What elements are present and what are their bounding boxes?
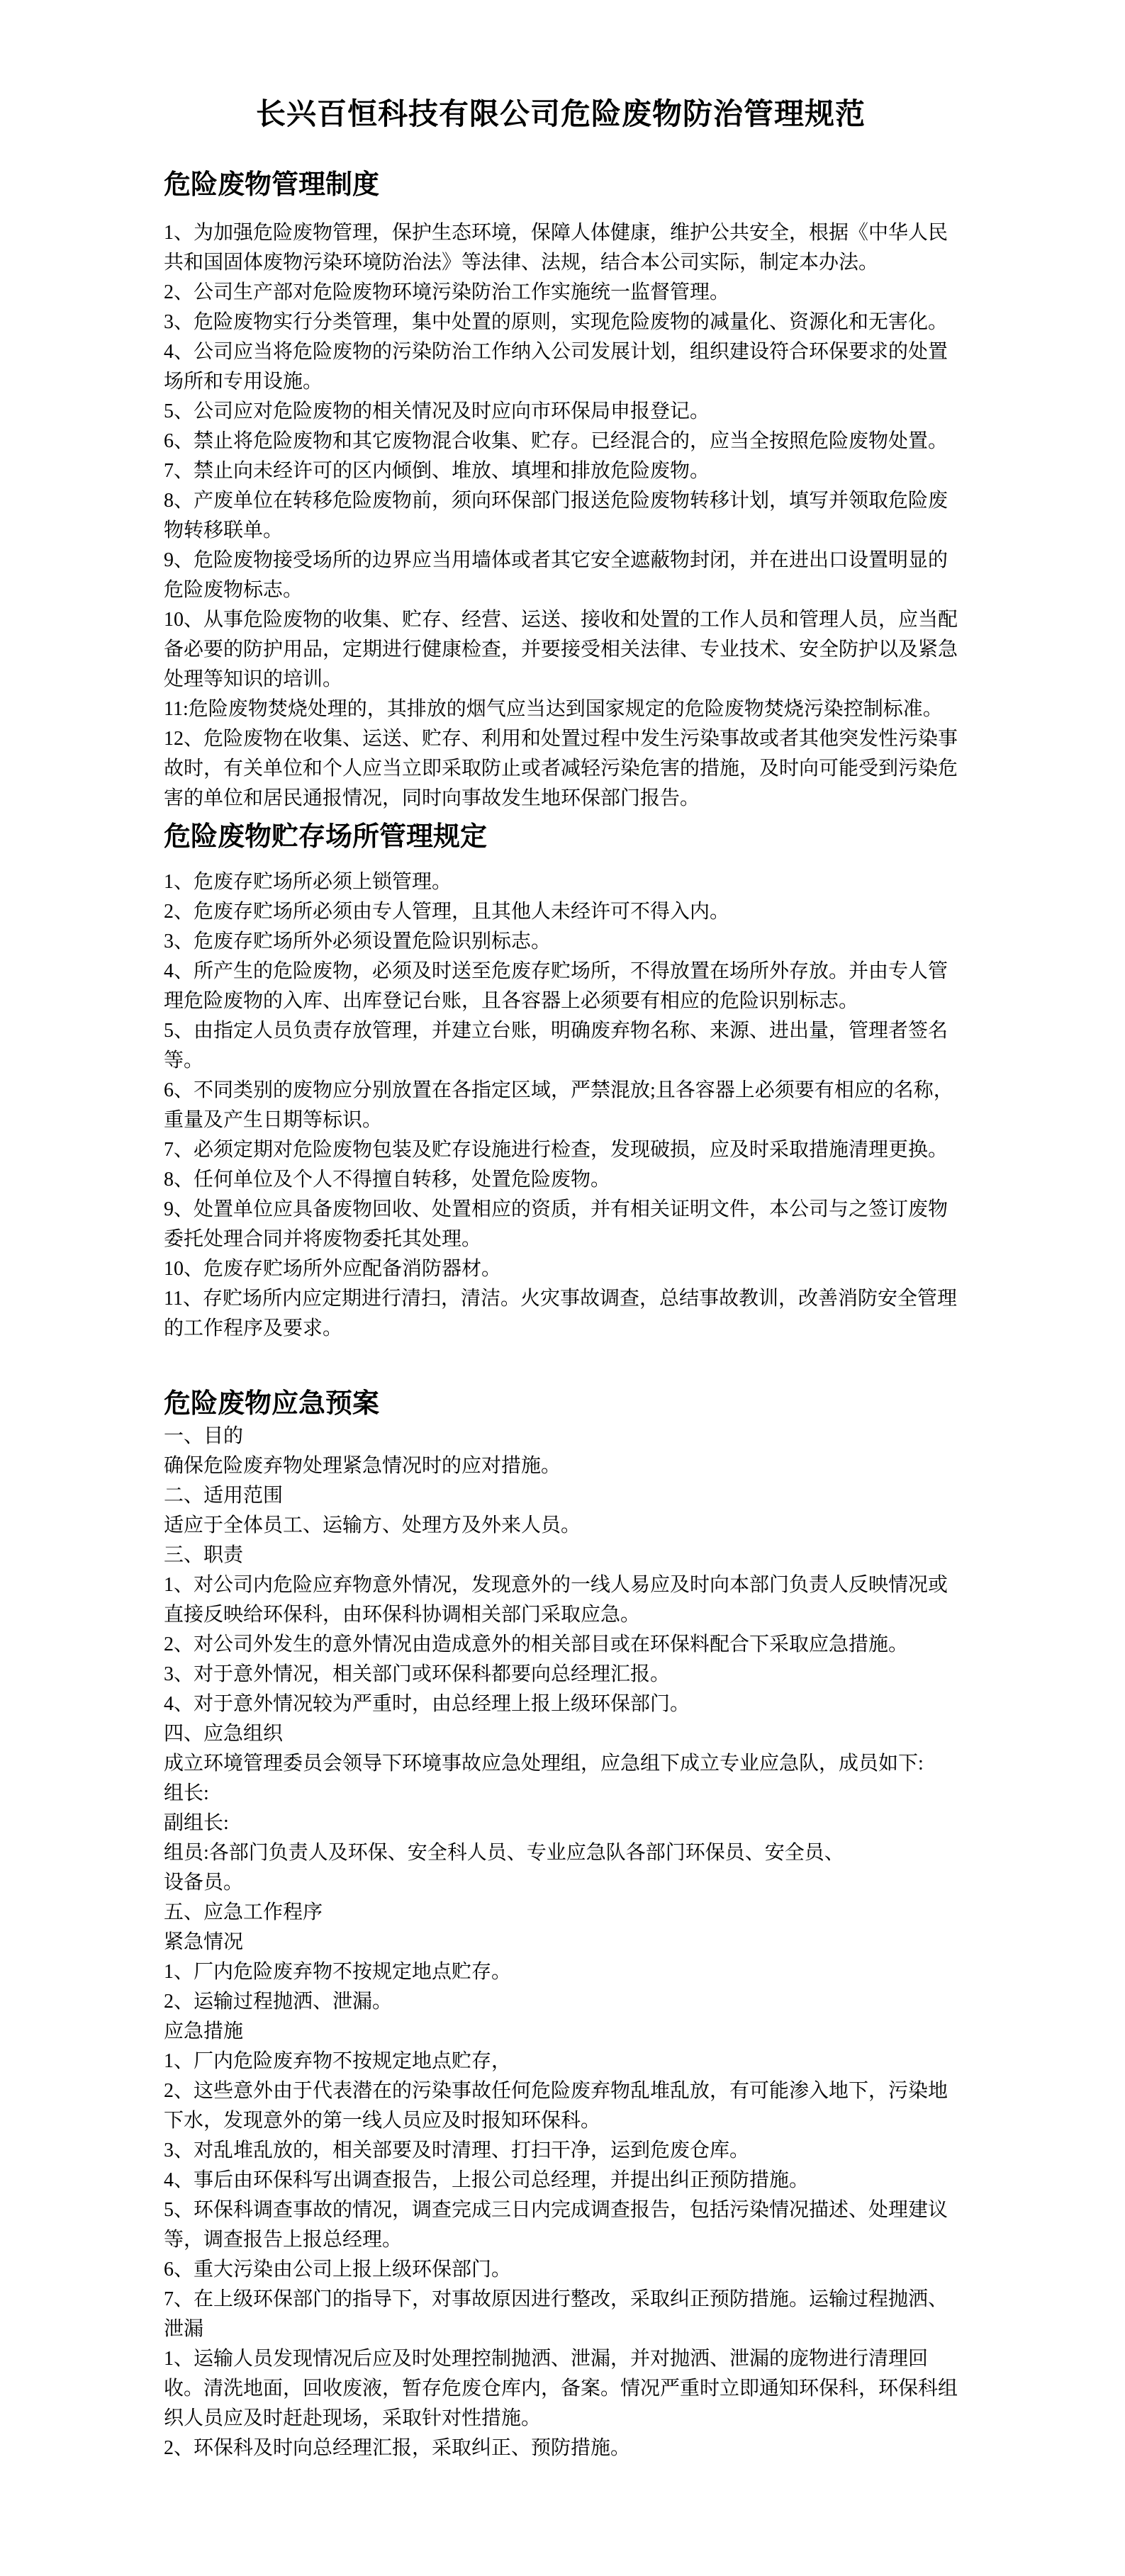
paragraph: 二、适用范围 [164, 1485, 284, 1507]
paragraph: 1、厂内危险废弃物不按规定地点贮存， [164, 2050, 512, 2072]
section-management-system [164, 167, 958, 814]
document-title: 长兴百恒科技有限公司危险废物防治管理规范 [255, 99, 866, 131]
paragraph: 11:危险废物焚烧处理的，其排放的烟气应当达到国家规定的危险废物焚烧污染控制标准。 [164, 698, 943, 720]
paragraph: 6、禁止将危险废物和其它废物混合收集、贮存。已经混合的，应当全按照危险废物处置。 [164, 430, 948, 452]
paragraph: 7、在上级环保部门的指导下，对事故原因进行整改，采取纠正预防措施。运输过程抛洒、泄漏 [164, 2288, 948, 2340]
paragraph: 四、应急组织 [164, 1723, 284, 1745]
paragraph: 2、公司生产部对危险废物环境污染防治工作实施统一监督管理。 [164, 281, 730, 303]
paragraph: 8、任何单位及个人不得擅自转移，处置危险废物。 [164, 1169, 611, 1191]
paragraph: 适应于全体员工、运输方、处理方及外来人员。 [164, 1514, 581, 1536]
paragraph: 1、为加强危险废物管理，保护生态环境，保障人体健康，维护公共安全，根据《中华人民共和国固体废物污染环境防治法》等法律、法规，结合本公司实际，制定本办法。 [164, 222, 948, 274]
paragraph: 3、对于意外情况，相关部门或环保科都要向总经理汇报。 [164, 1663, 671, 1685]
section-storage-rules [164, 819, 958, 1344]
paragraph: 一、目的 [164, 1425, 244, 1447]
paragraph: 12、危险废物在收集、运送、贮存、利用和处置过程中发生污染事故或者其他突发性污染事故时，有关单位和个人应当立即采取防止或者减轻污染危害的措施，及时向可能受到污染危害的单位和居民通报情况，同时向事故发生地环保部门报告。 [164, 728, 958, 809]
paragraph: 5、环保科调查事故的情况，调查完成三日内完成调查报告，包括污染情况描述、处理建议等，调查报告上报总经理。 [164, 2199, 948, 2251]
paragraph: 成立环境管理委员会领导下环境事故应急处理组，应急组下成立专业应急队，成员如下: [164, 1753, 924, 1774]
paragraph: 3、危险废物实行分类管理，集中处置的原则，实现危险废物的减量化、资源化和无害化。 [164, 311, 948, 333]
paragraph: 设备员。 [164, 1872, 244, 1894]
paragraph: 7、必须定期对危险废物包装及贮存设施进行检查，发现破损，应及时采取措施清理更换。 [164, 1139, 948, 1161]
section-heading-management-system: 危险废物管理制度 [164, 170, 380, 200]
paragraph: 五、应急工作程序 [164, 1901, 323, 1923]
paragraph: 6、不同类别的废物应分别放置在各指定区域，严禁混放;且各容器上必须要有相应的名称，重量及产生日期等标识。 [164, 1079, 953, 1131]
paragraph: 4、事后由环保科写出调查报告，上报公司总经理，并提出纠正预防措施。 [164, 2169, 810, 2191]
section-emergency-plan [164, 1386, 958, 2463]
paragraph: 10、从事危险废物的收集、贮存、经营、运送、接收和处置的工作人员和管理人员，应当配备必要的防护用品，定期进行健康检查，并要接受相关法律、专业技术、安全防护以及紧急处理等知识的培训。 [164, 609, 958, 690]
paragraph: 2、这些意外由于代表潜在的污染事故任何危险废弃物乱堆乱放，有可能渗入地下，污染地下水，发现意外的第一线人员应及时报知环保科。 [164, 2080, 948, 2132]
paragraph: 3、对乱堆乱放的，相关部要及时清理、打扫干净，运到危废仓库。 [164, 2139, 750, 2161]
paragraph: 紧急情况 [164, 1931, 244, 1953]
paragraph: 8、产废单位在转移危险废物前，须向环保部门报送危险废物转移计划，填写并领取危险废物转移联单。 [164, 490, 948, 541]
paragraph: 1、运输人员发现情况后应及时处理控制抛洒、泄漏，并对抛洒、泄漏的庞物进行清理回收。清洗地面，回收废液，暂存危废仓库内，备案。情况严重时立即通知环保科，环保科组织人员应及时赶赴现场，采取针对性措施。 [164, 2348, 958, 2429]
paragraph: 2、环保科及时向总经理汇报，采取纠正、预防措施。 [164, 2437, 631, 2459]
paragraph-list-storage-rules [164, 867, 958, 1344]
section-heading-emergency-plan: 危险废物应急预案 [164, 1389, 380, 1419]
paragraph: 9、处置单位应具备废物回收、处置相应的资质，并有相关证明文件，本公司与之签订废物委托处理合同并将废物委托其处理。 [164, 1198, 948, 1250]
paragraph-list-management-system [164, 218, 958, 814]
paragraph: 2、危废存贮场所必须由专人管理，且其他人未经许可不得入内。 [164, 901, 730, 923]
paragraph: 5、公司应对危险废物的相关情况及时应向市环保局申报登记。 [164, 400, 710, 422]
paragraph: 7、禁止向未经许可的区内倾倒、堆放、填埋和排放危险废物。 [164, 460, 710, 482]
paragraph: 三、职责 [164, 1544, 244, 1566]
paragraph-list-emergency-plan [164, 1422, 958, 2463]
paragraph: 1、危废存贮场所必须上锁管理。 [164, 871, 452, 893]
paragraph: 10、危废存贮场所外应配备消防器材。 [164, 1258, 502, 1280]
document-content [164, 96, 958, 2463]
paragraph: 2、对公司外发生的意外情况由造成意外的相关部目或在环保料配合下采取应急措施。 [164, 1633, 909, 1655]
paragraph: 组长: [164, 1782, 209, 1804]
paragraph: 确保危险废弃物处理紧急情况时的应对措施。 [164, 1455, 561, 1477]
paragraph: 9、危险废物接受场所的边界应当用墙体或者其它安全遮蔽物封闭，并在进出口设置明显的危险废物标志。 [164, 549, 948, 601]
paragraph: 1、对公司内危险应弃物意外情况，发现意外的一线人易应及时向本部门负责人反映情况或直接反映给环保科，由环保科协调相关部门采取应急。 [164, 1574, 948, 1626]
paragraph: 11、存贮场所内应定期进行清扫，清洁。火灾事故调查，总结事故教训，改善消防安全管理的工作程序及要求。 [164, 1288, 957, 1339]
paragraph: 副组长: [164, 1812, 229, 1834]
paragraph: 应急措施 [164, 2020, 244, 2042]
section-heading-storage-rules: 危险废物贮存场所管理规定 [164, 822, 488, 852]
paragraph: 6、重大污染由公司上报上级环保部门。 [164, 2259, 512, 2280]
paragraph: 4、公司应当将危险废物的污染防治工作纳入公司发展计划，组织建设符合环保要求的处置场所和专用设施。 [164, 341, 948, 393]
paragraph: 5、由指定人员负责存放管理，并建立台账，明确废弃物名称、来源、进出量，管理者签名等。 [164, 1020, 948, 1072]
paragraph: 4、对于意外情况较为严重时，由总经理上报上级环保部门。 [164, 1693, 690, 1715]
paragraph: 4、所产生的危险废物，必须及时送至危废存贮场所，不得放置在场所外存放。并由专人管理危险废物的入库、出库登记台账，且各容器上必须要有相应的危险识别标志。 [164, 960, 948, 1012]
paragraph: 1、厂内危险废弃物不按规定地点贮存。 [164, 1961, 512, 1983]
paragraph: 2、运输过程抛洒、泄漏。 [164, 1991, 393, 2013]
paragraph: 3、危废存贮场所外必须设置危险识别标志。 [164, 930, 552, 952]
paragraph: 组员:各部门负责人及环保、安全科人员、专业应急队各部门环保员、安全员、 [164, 1842, 844, 1864]
